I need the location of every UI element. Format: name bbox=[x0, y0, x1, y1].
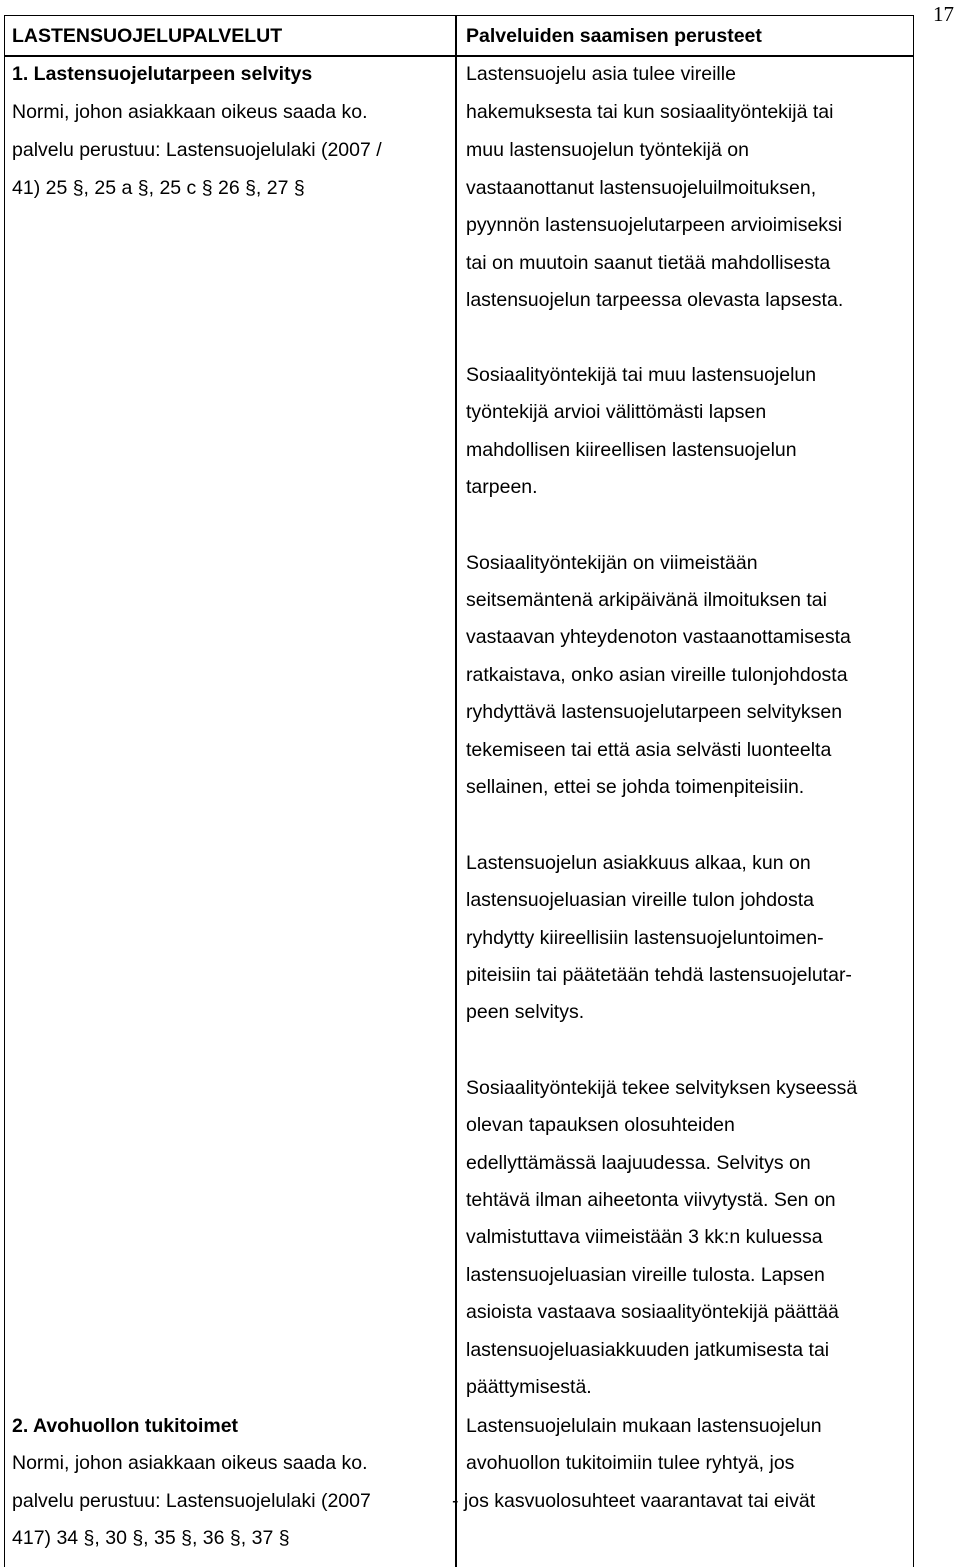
paragraph-line: lastensuojelun tarpeessa olevasta lapsesta. bbox=[466, 289, 844, 311]
paragraph-line: päättymisestä. bbox=[466, 1376, 592, 1398]
paragraph-line: työntekijä arvioi välittömästi lapsen bbox=[466, 401, 767, 423]
paragraph-line: vastaavan yhteydenoton vastaanottamisesta bbox=[466, 626, 851, 648]
paragraph-line: Lastensuojelun asiakkuus alkaa, kun on bbox=[466, 852, 811, 874]
paragraph-line: - jos kasvuolosuhteet vaarantavat tai eivät bbox=[452, 1490, 816, 1512]
paragraph-line: ryhdyttävä lastensuojelutarpeen selvityksen bbox=[466, 701, 843, 723]
table-header-left: LASTENSUOJELUPALVELUT bbox=[12, 25, 283, 47]
paragraph-line: Sosiaalityöntekijän on viimeistään bbox=[466, 552, 758, 574]
paragraph-line: Sosiaalityöntekijä tai muu lastensuojelun bbox=[466, 364, 817, 386]
paragraph-line: sellainen, ettei se johda toimenpiteisiin. bbox=[466, 776, 805, 798]
section2-norm-line: 417) 34 §, 30 §, 35 §, 36 §, 37 § bbox=[12, 1527, 290, 1549]
paragraph-line: edellyttämässä laajuudessa. Selvitys on bbox=[466, 1152, 811, 1174]
paragraph-line: valmistuttava viimeistään 3 kk:n kuluessa bbox=[466, 1226, 823, 1248]
paragraph-line: pyynnön lastensuojelutarpeen arvioimiseksi bbox=[466, 214, 843, 236]
paragraph-line: lastensuojeluasian vireille tulosta. Lapsen bbox=[466, 1264, 825, 1286]
section1-title: 1. Lastensuojelutarpeen selvitys bbox=[12, 63, 313, 85]
section1-norm-line: palvelu perustuu: Lastensuojelulaki (2007 / bbox=[12, 139, 382, 161]
page-number: 17 bbox=[933, 2, 954, 26]
paragraph-line: hakemuksesta tai kun sosiaalityöntekijä tai bbox=[466, 101, 834, 123]
column-divider bbox=[455, 15, 457, 1567]
paragraph-line: ryhdytty kiireellisiin lastensuojeluntoimen- bbox=[466, 927, 824, 949]
paragraph-line: lastensuojeluasian vireille tulon johdosta bbox=[466, 889, 814, 911]
paragraph-line: Lastensuojelulain mukaan lastensuojelun bbox=[466, 1415, 822, 1437]
paragraph-line: Lastensuojelu asia tulee vireille bbox=[466, 63, 736, 85]
paragraph-line: piteisiin tai päätetään tehdä lastensuojelutar- bbox=[466, 964, 852, 986]
paragraph-line: tarpeen. bbox=[466, 476, 538, 498]
table-header-right: Palveluiden saamisen perusteet bbox=[466, 25, 762, 47]
paragraph-line: peen selvitys. bbox=[466, 1001, 585, 1023]
paragraph-line: lastensuojeluasiakkuuden jatkumisesta tai bbox=[466, 1339, 830, 1361]
paragraph-line: avohuollon tukitoimiin tulee ryhtyä, jos bbox=[466, 1452, 795, 1474]
paragraph-line: vastaanottanut lastensuojeluilmoituksen, bbox=[466, 177, 817, 199]
paragraph-line: tekemiseen tai että asia selvästi luonteelta bbox=[466, 739, 832, 761]
section2-norm-line: Normi, johon asiakkaan oikeus saada ko. bbox=[12, 1452, 368, 1474]
paragraph-line: olevan tapauksen olosuhteiden bbox=[466, 1114, 735, 1136]
section2-title: 2. Avohuollon tukitoimet bbox=[12, 1415, 239, 1437]
header-rule bbox=[4, 55, 914, 57]
paragraph-line: mahdollisen kiireellisen lastensuojelun bbox=[466, 439, 797, 461]
paragraph-line: muu lastensuojelun työntekijä on bbox=[466, 139, 749, 161]
paragraph-line: tai on muutoin saanut tietää mahdollisesta bbox=[466, 252, 831, 274]
paragraph-line: ratkaistava, onko asian vireille tulonjohdosta bbox=[466, 664, 848, 686]
paragraph-line: tehtävä ilman aiheetonta viivytystä. Sen on bbox=[466, 1189, 836, 1211]
section1-norm-line: Normi, johon asiakkaan oikeus saada ko. bbox=[12, 101, 368, 123]
section2-norm-line: palvelu perustuu: Lastensuojelulaki (2007 bbox=[12, 1490, 371, 1512]
paragraph-line: Sosiaalityöntekijä tekee selvityksen kyseessä bbox=[466, 1077, 858, 1099]
paragraph-line: seitsemäntenä arkipäivänä ilmoituksen tai bbox=[466, 589, 827, 611]
section1-norm-line: 41) 25 §, 25 a §, 25 c § 26 §, 27 § bbox=[12, 177, 305, 199]
paragraph-line: asioista vastaava sosiaalityöntekijä päättää bbox=[466, 1301, 839, 1323]
